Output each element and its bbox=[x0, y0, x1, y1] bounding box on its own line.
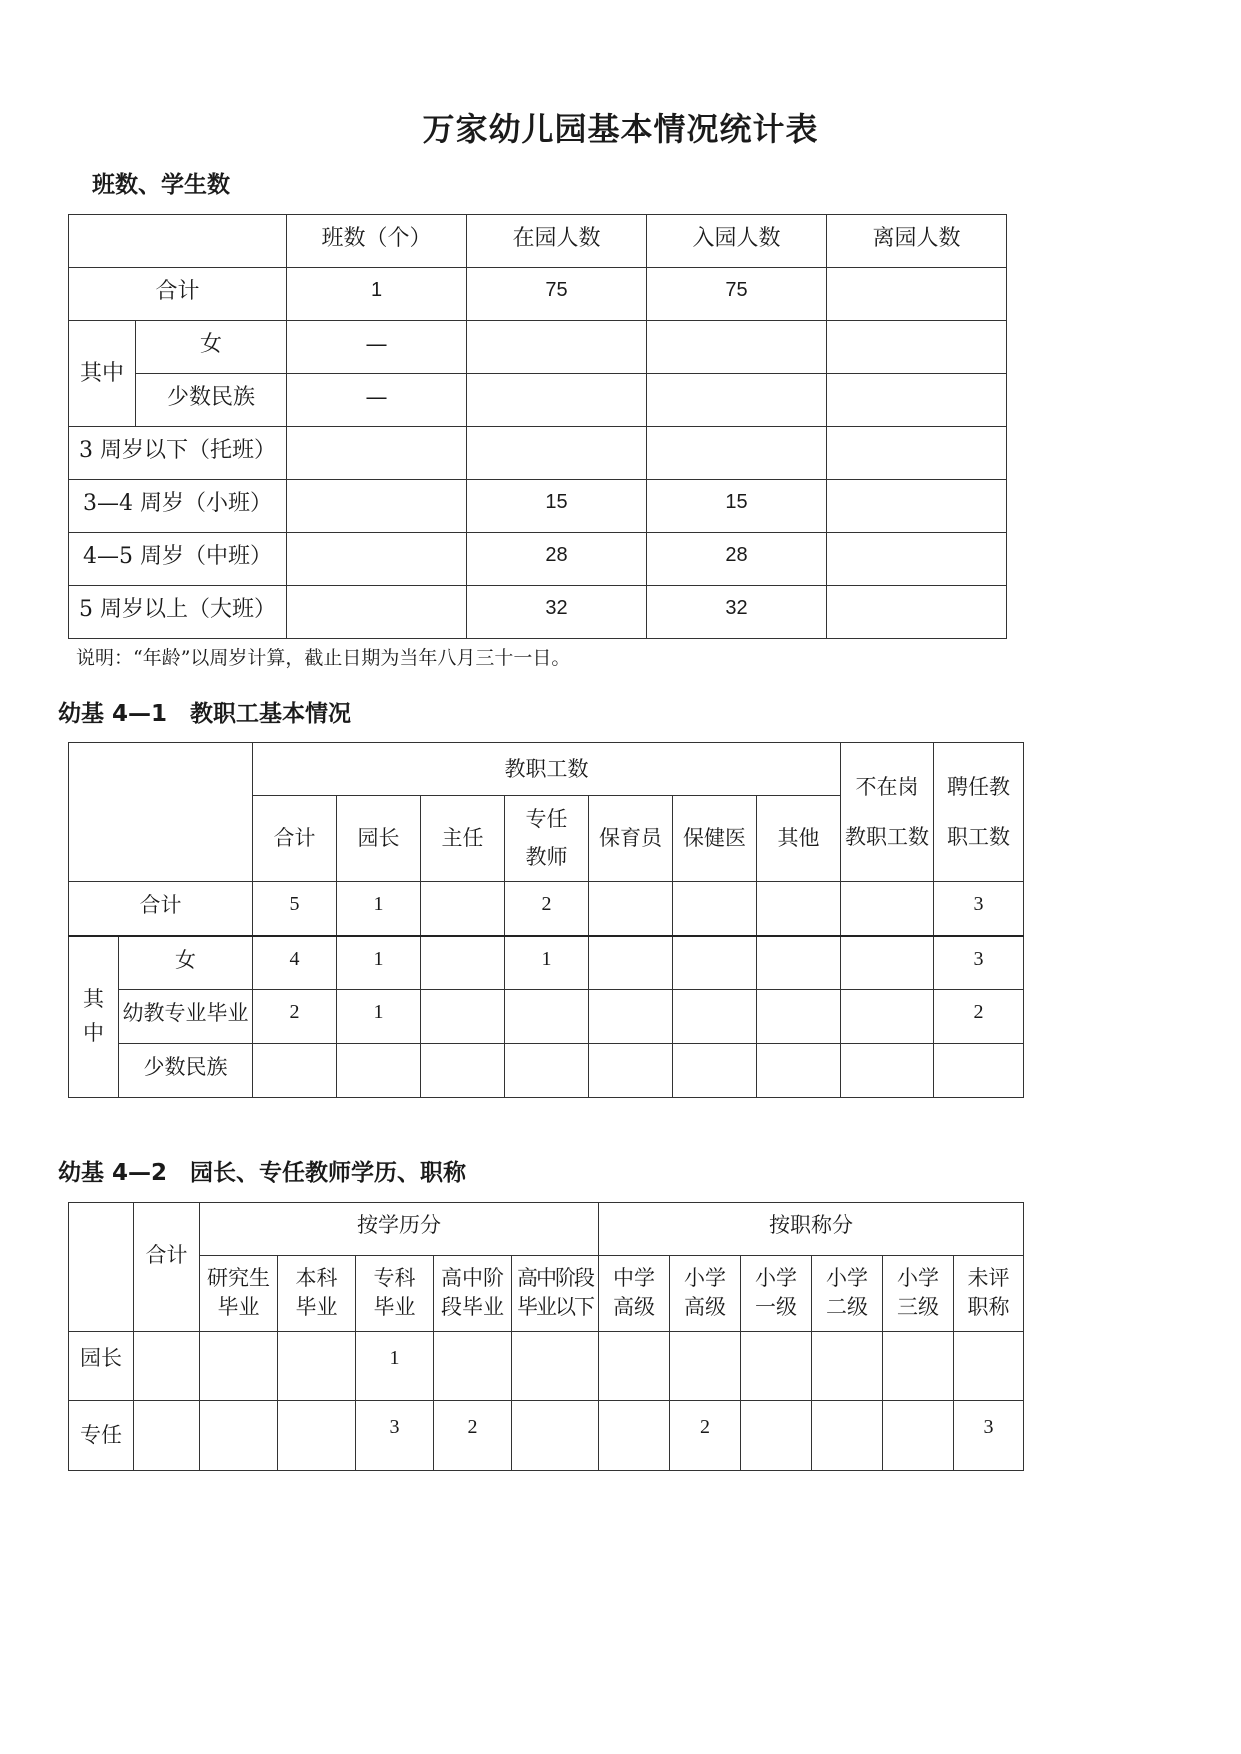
table-cell bbox=[134, 1332, 200, 1401]
table-cell: 75 bbox=[647, 268, 827, 321]
row-label: 专任 bbox=[69, 1401, 134, 1471]
column-header: 园长 bbox=[337, 796, 421, 882]
column-header: 聘任教 职工数 bbox=[934, 743, 1024, 882]
staff-table bbox=[68, 742, 1024, 1098]
class-student-table bbox=[68, 214, 1007, 639]
table-cell: 15 bbox=[467, 480, 647, 533]
table-cell bbox=[827, 480, 1007, 533]
column-header: 本科 毕业 bbox=[278, 1256, 356, 1332]
table-cell bbox=[673, 990, 757, 1044]
column-header: 高中阶 段毕业 bbox=[434, 1256, 512, 1332]
table-row bbox=[69, 480, 1007, 533]
table-cell: 1 bbox=[337, 990, 421, 1044]
table-cell: 75 bbox=[467, 268, 647, 321]
table-cell: 3 bbox=[954, 1401, 1024, 1471]
table-cell: 1 bbox=[356, 1332, 434, 1401]
table-row bbox=[69, 936, 1024, 990]
column-header: 合计 bbox=[253, 796, 337, 882]
table-cell bbox=[757, 882, 841, 936]
table-cell bbox=[757, 936, 841, 990]
section1-heading: 班数、学生数 bbox=[92, 172, 230, 198]
column-header: 在园人数 bbox=[467, 215, 647, 268]
table-cell: 32 bbox=[647, 586, 827, 639]
table-cell bbox=[647, 427, 827, 480]
table-cell bbox=[278, 1401, 356, 1471]
row-label: 4—5 周岁（中班） bbox=[69, 533, 287, 586]
table-cell bbox=[741, 1401, 812, 1471]
table-cell bbox=[505, 1044, 589, 1098]
table-cell bbox=[827, 586, 1007, 639]
table-cell bbox=[841, 1044, 934, 1098]
table-cell bbox=[841, 882, 934, 936]
table-row bbox=[69, 268, 1007, 321]
table-cell: 1 bbox=[337, 936, 421, 990]
column-header: 小学 一级 bbox=[741, 1256, 812, 1332]
table-cell bbox=[200, 1332, 278, 1401]
table-cell bbox=[599, 1332, 670, 1401]
column-header: 离园人数 bbox=[827, 215, 1007, 268]
table-header-row bbox=[69, 743, 1024, 796]
table-cell bbox=[741, 1332, 812, 1401]
row-label: 女 bbox=[136, 321, 287, 374]
table-cell bbox=[673, 1044, 757, 1098]
table-cell bbox=[589, 882, 673, 936]
column-header: 主任 bbox=[421, 796, 505, 882]
table-cell: 2 bbox=[434, 1401, 512, 1471]
table-cell bbox=[200, 1401, 278, 1471]
table-cell bbox=[512, 1332, 599, 1401]
column-header: 小学 三级 bbox=[883, 1256, 954, 1332]
row-label: 园长 bbox=[69, 1332, 134, 1401]
row-label: 合计 bbox=[69, 882, 253, 936]
table-cell bbox=[757, 1044, 841, 1098]
table-cell bbox=[599, 1401, 670, 1471]
table-cell bbox=[954, 1332, 1024, 1401]
table-row bbox=[69, 990, 1024, 1044]
table-cell bbox=[421, 936, 505, 990]
table-cell bbox=[434, 1332, 512, 1401]
table-cell bbox=[812, 1401, 883, 1471]
table-cell: 2 bbox=[505, 882, 589, 936]
table-cell bbox=[757, 990, 841, 1044]
column-header: 不在岗 教职工数 bbox=[841, 743, 934, 882]
table-cell: 32 bbox=[467, 586, 647, 639]
column-header: 合计 bbox=[134, 1203, 200, 1332]
table-cell bbox=[883, 1401, 954, 1471]
row-label: 少数民族 bbox=[136, 374, 287, 427]
row-label: 3—4 周岁（小班） bbox=[69, 480, 287, 533]
row-label: 合计 bbox=[69, 268, 287, 321]
table-row bbox=[69, 533, 1007, 586]
row-label: 幼教专业毕业 bbox=[119, 990, 253, 1044]
row-label: 5 周岁以上（大班） bbox=[69, 586, 287, 639]
table-cell bbox=[647, 374, 827, 427]
table-cell bbox=[467, 374, 647, 427]
group-label bbox=[69, 936, 119, 1098]
column-header: 专科 毕业 bbox=[356, 1256, 434, 1332]
table-header-row bbox=[69, 215, 1007, 268]
table-row bbox=[69, 1044, 1024, 1098]
table-cell bbox=[670, 1332, 741, 1401]
column-header: 保育员 bbox=[589, 796, 673, 882]
column-header: 其他 bbox=[757, 796, 841, 882]
table-cell bbox=[287, 533, 467, 586]
table-cell bbox=[934, 1044, 1024, 1098]
header-empty-cell bbox=[69, 743, 253, 882]
table-cell bbox=[883, 1332, 954, 1401]
table-row bbox=[69, 427, 1007, 480]
table-cell bbox=[647, 321, 827, 374]
column-header: 高中阶段 毕业以下 bbox=[512, 1256, 599, 1332]
group-header: 教职工数 bbox=[253, 743, 841, 796]
table-cell bbox=[278, 1332, 356, 1401]
column-header: 专任 教师 bbox=[505, 796, 589, 882]
table-cell: 1 bbox=[337, 882, 421, 936]
header-empty-cell bbox=[69, 1203, 134, 1332]
group-header: 按职称分 bbox=[599, 1203, 1024, 1256]
section3-heading: 幼基 4—2 园长、专任教师学历、职称 bbox=[58, 1160, 467, 1186]
table-cell: — bbox=[287, 374, 467, 427]
table-cell bbox=[467, 321, 647, 374]
column-header: 保健医 bbox=[673, 796, 757, 882]
table-row bbox=[69, 1401, 1024, 1471]
table-cell bbox=[589, 990, 673, 1044]
column-header: 中学 高级 bbox=[599, 1256, 670, 1332]
table-cell bbox=[287, 586, 467, 639]
table-note: 说明：“年龄”以周岁计算，截止日期为当年八月三十一日。 bbox=[76, 647, 571, 669]
table-cell bbox=[505, 990, 589, 1044]
table-cell: 2 bbox=[253, 990, 337, 1044]
table-cell bbox=[134, 1401, 200, 1471]
table-cell bbox=[421, 1044, 505, 1098]
table-cell bbox=[467, 427, 647, 480]
table-cell bbox=[673, 882, 757, 936]
table-row bbox=[69, 586, 1007, 639]
table-cell bbox=[589, 936, 673, 990]
table-cell: — bbox=[287, 321, 467, 374]
table-row bbox=[69, 321, 1007, 374]
table-cell bbox=[337, 1044, 421, 1098]
column-header: 小学 二级 bbox=[812, 1256, 883, 1332]
table-cell bbox=[827, 533, 1007, 586]
row-label: 女 bbox=[119, 936, 253, 990]
table-cell bbox=[287, 427, 467, 480]
table-cell: 3 bbox=[934, 882, 1024, 936]
table-cell: 1 bbox=[505, 936, 589, 990]
table-cell bbox=[841, 936, 934, 990]
table-header-row bbox=[69, 1256, 1024, 1332]
table-cell: 3 bbox=[356, 1401, 434, 1471]
column-header: 入园人数 bbox=[647, 215, 827, 268]
table-cell bbox=[841, 990, 934, 1044]
table-row bbox=[69, 1332, 1024, 1401]
qualification-table bbox=[68, 1202, 1024, 1471]
table-cell: 2 bbox=[934, 990, 1024, 1044]
group-header: 按学历分 bbox=[200, 1203, 599, 1256]
row-label: 3 周岁以下（托班） bbox=[69, 427, 287, 480]
table-cell bbox=[253, 1044, 337, 1098]
table-cell: 4 bbox=[253, 936, 337, 990]
table-cell bbox=[589, 1044, 673, 1098]
page-title: 万家幼儿园基本情况统计表 bbox=[422, 110, 819, 148]
table-row bbox=[69, 374, 1007, 427]
table-cell bbox=[287, 480, 467, 533]
column-header: 研究生 毕业 bbox=[200, 1256, 278, 1332]
column-header: 未评 职称 bbox=[954, 1256, 1024, 1332]
header-empty-cell bbox=[69, 215, 287, 268]
table-cell: 3 bbox=[934, 936, 1024, 990]
table-cell: 2 bbox=[670, 1401, 741, 1471]
table-cell: 1 bbox=[287, 268, 467, 321]
column-header: 班数（个） bbox=[287, 215, 467, 268]
table-cell bbox=[827, 268, 1007, 321]
group-label-text: 其中 bbox=[83, 987, 104, 1045]
column-header: 小学 高级 bbox=[670, 1256, 741, 1332]
table-header-row bbox=[69, 1203, 1024, 1256]
section2-heading: 幼基 4—1 教职工基本情况 bbox=[58, 701, 352, 727]
table-cell bbox=[812, 1332, 883, 1401]
table-cell bbox=[827, 374, 1007, 427]
table-cell bbox=[827, 427, 1007, 480]
table-cell bbox=[827, 321, 1007, 374]
row-label: 少数民族 bbox=[119, 1044, 253, 1098]
table-cell bbox=[421, 990, 505, 1044]
table-cell: 15 bbox=[647, 480, 827, 533]
table-cell: 28 bbox=[467, 533, 647, 586]
table-row bbox=[69, 882, 1024, 936]
table-cell: 28 bbox=[647, 533, 827, 586]
table-cell: 5 bbox=[253, 882, 337, 936]
table-cell bbox=[673, 936, 757, 990]
table-cell bbox=[421, 882, 505, 936]
table-cell bbox=[512, 1401, 599, 1471]
group-label: 其中 bbox=[69, 321, 136, 427]
